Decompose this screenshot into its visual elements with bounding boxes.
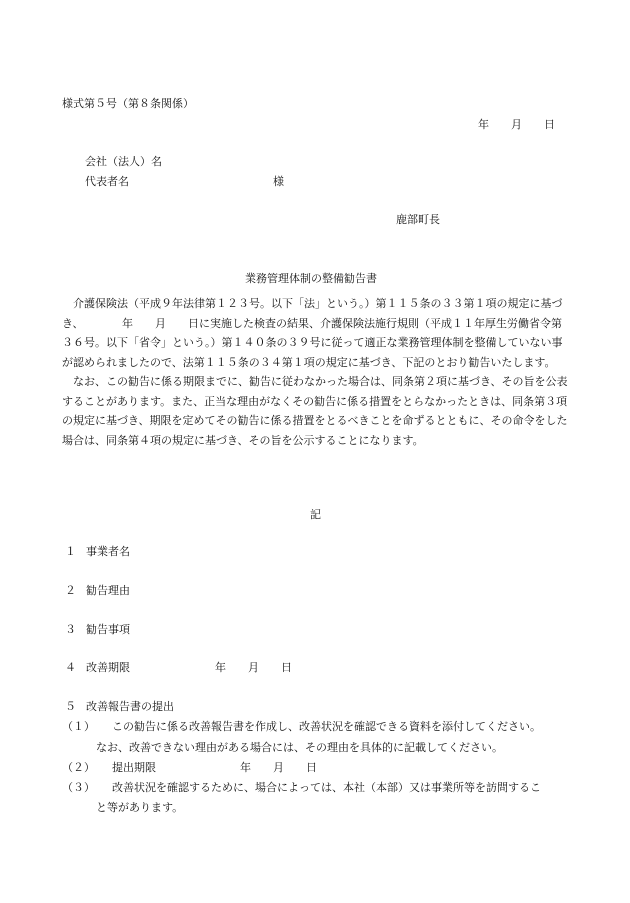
item-number: ５: [65, 700, 76, 713]
item-label: 勧告理由: [86, 584, 130, 597]
form-number: 様式第５号（第８条関係）: [62, 97, 194, 110]
submission-date: 年 月 日: [240, 761, 317, 774]
subitem-number: （１）: [62, 720, 95, 733]
company-name-label: 会社（法人）名: [85, 155, 162, 168]
deadline-date: 年 月 日: [215, 661, 292, 674]
item-number: ２: [65, 584, 76, 597]
subitem-text: この勧告に係る改善報告書を作成し、改善状況を確認できる資料を添付してください。: [112, 720, 541, 733]
item-label: 改善報告書の提出: [86, 700, 174, 713]
subitem-number: （２）: [62, 761, 95, 774]
subitem-number: （３）: [62, 781, 95, 794]
body-paragraph-1: 介護保険法（平成９年法律第１２３号。以下「法」という。）第１１５条の３３第１項の規定に基づき、 年 月 日に実施した検査の結果、介護保険法施行規則（平成１１年厚生労働省令第３６号。以下「省令」という。）第１４０条の３９号に従って適正な業務管理体制を整備していない事が認められましたので、法第１１５条の３４第１項の規定に基づき、下記のとおり勧告いたします。: [62, 297, 563, 369]
subitem-text: と等があります。: [96, 801, 184, 814]
body-text: [62, 294, 572, 450]
item-number: １: [65, 545, 76, 558]
body-paragraph-2: なお、この勧告に係る期限までに、勧告に従わなかった場合は、同条第２項に基づき、その旨を公表することがあります。また、正当な理由がなくその勧告に係る措置をとらなかったときは、同条第３項の規定に基づき、期限を定めてその勧告に係る措置をとるべきことを命ずるとともに、その命令をした場合は、同条第４項の規定に基づき、その旨を公示することになります。: [62, 375, 568, 447]
date-line: 年 月 日: [478, 118, 555, 131]
document-title: 業務管理体制の整備勧告書: [245, 272, 377, 285]
subitem-label: 提出期限: [112, 761, 156, 774]
subitem-text: なお、改善できない理由がある場合には、その理由を具体的に記載してください。: [96, 741, 503, 754]
item-number: ４: [65, 661, 76, 674]
honorific: 様: [273, 175, 284, 188]
ki-heading: 記: [310, 508, 321, 521]
representative-label: 代表者名: [85, 175, 129, 188]
item-label: 勧告事項: [86, 623, 130, 636]
item-label: 改善期限: [86, 661, 130, 674]
issuer: 鹿部町長: [396, 213, 440, 226]
item-number: ３: [65, 623, 76, 636]
item-label: 事業者名: [86, 545, 130, 558]
subitem-text: 改善状況を確認するために、場合によっては、本社（本部）又は事業所等を訪問するこ: [112, 781, 541, 794]
